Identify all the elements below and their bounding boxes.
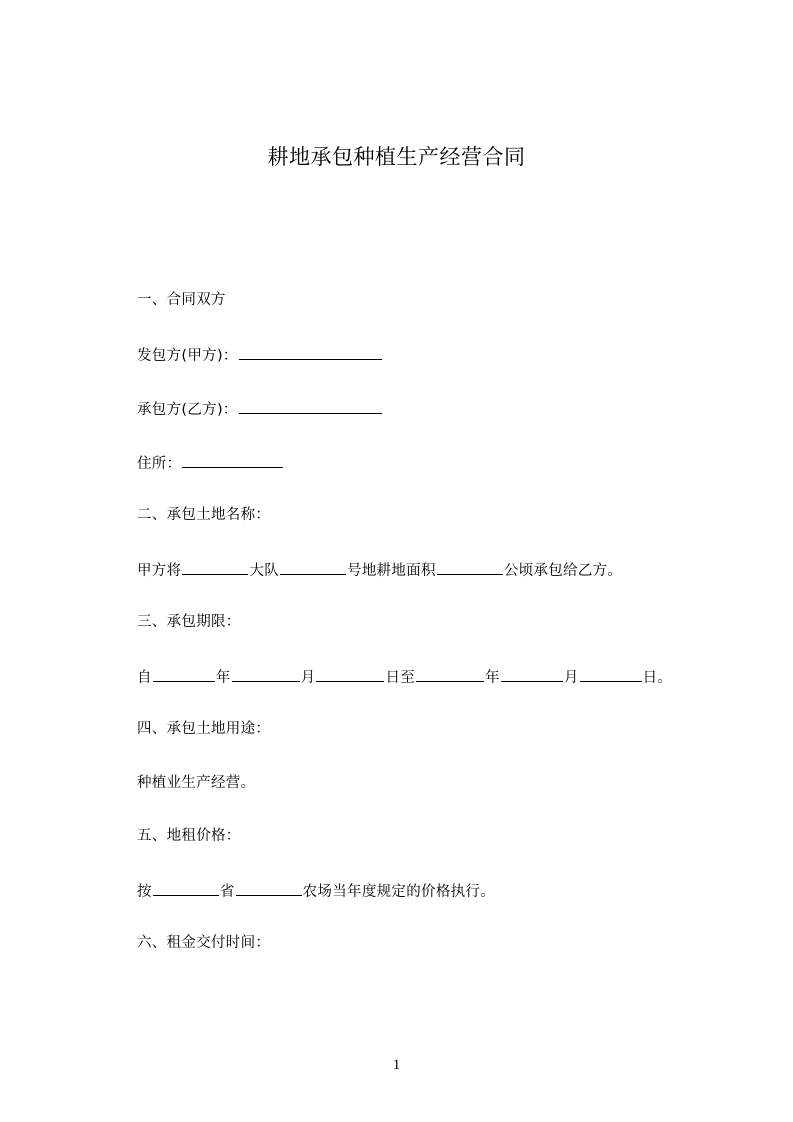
section-heading-parties: 一、合同双方: [137, 292, 226, 308]
term-text-4: 日至: [385, 670, 416, 686]
farm-blank[interactable]: [236, 880, 302, 896]
land-text-2: 大队: [249, 563, 280, 579]
address-label: 住所：: [137, 456, 182, 472]
end-month-blank[interactable]: [501, 666, 563, 682]
land-text-3: 号地耕地面积: [347, 563, 436, 579]
area-blank[interactable]: [437, 559, 503, 575]
party-a-line: [137, 344, 383, 366]
plot-number-blank[interactable]: [280, 559, 346, 575]
start-year-blank[interactable]: [153, 666, 215, 682]
start-day-blank[interactable]: [316, 666, 384, 682]
party-a-label: 发包方(甲方)：: [137, 348, 238, 364]
price-text-2: 省: [219, 884, 235, 900]
address-blank[interactable]: [182, 452, 283, 468]
land-text-4: 公顷承包给乙方。: [503, 563, 623, 579]
brigade-blank[interactable]: [182, 559, 248, 575]
end-year-blank[interactable]: [416, 666, 484, 682]
address-line: [137, 452, 284, 474]
end-day-blank[interactable]: [580, 666, 642, 682]
land-line: [137, 559, 622, 581]
section-heading-term: 三、承包期限：: [137, 614, 241, 630]
price-text-1: 按: [137, 884, 152, 900]
province-blank[interactable]: [153, 880, 219, 896]
page-number: 1: [392, 1057, 401, 1073]
party-b-blank[interactable]: [239, 398, 382, 414]
party-a-blank[interactable]: [239, 344, 382, 360]
section-heading-land: 二、承包土地名称：: [137, 507, 271, 523]
term-text-1: 自: [137, 670, 152, 686]
term-text-3: 月: [300, 670, 316, 686]
section-heading-payment-time: 六、租金交付时间：: [137, 935, 271, 951]
document-title: 耕地承包种植生产经营合同: [267, 145, 526, 169]
term-text-5: 年: [485, 670, 500, 686]
term-text-6: 月: [563, 670, 579, 686]
price-line: [137, 880, 495, 902]
party-b-line: [137, 398, 383, 420]
section-heading-price: 五、地租价格：: [137, 828, 241, 844]
land-text-1: 甲方将: [137, 563, 182, 579]
term-text-2: 年: [215, 670, 231, 686]
land-use-text: 种植业生产经营。: [137, 775, 256, 791]
start-month-blank[interactable]: [232, 666, 300, 682]
term-line: [137, 666, 672, 688]
price-text-3: 农场当年度规定的价格执行。: [302, 884, 496, 900]
section-heading-use: 四、承包土地用途：: [137, 721, 271, 737]
term-text-7: 日。: [642, 670, 673, 686]
party-b-label: 承包方(乙方)：: [137, 402, 238, 418]
